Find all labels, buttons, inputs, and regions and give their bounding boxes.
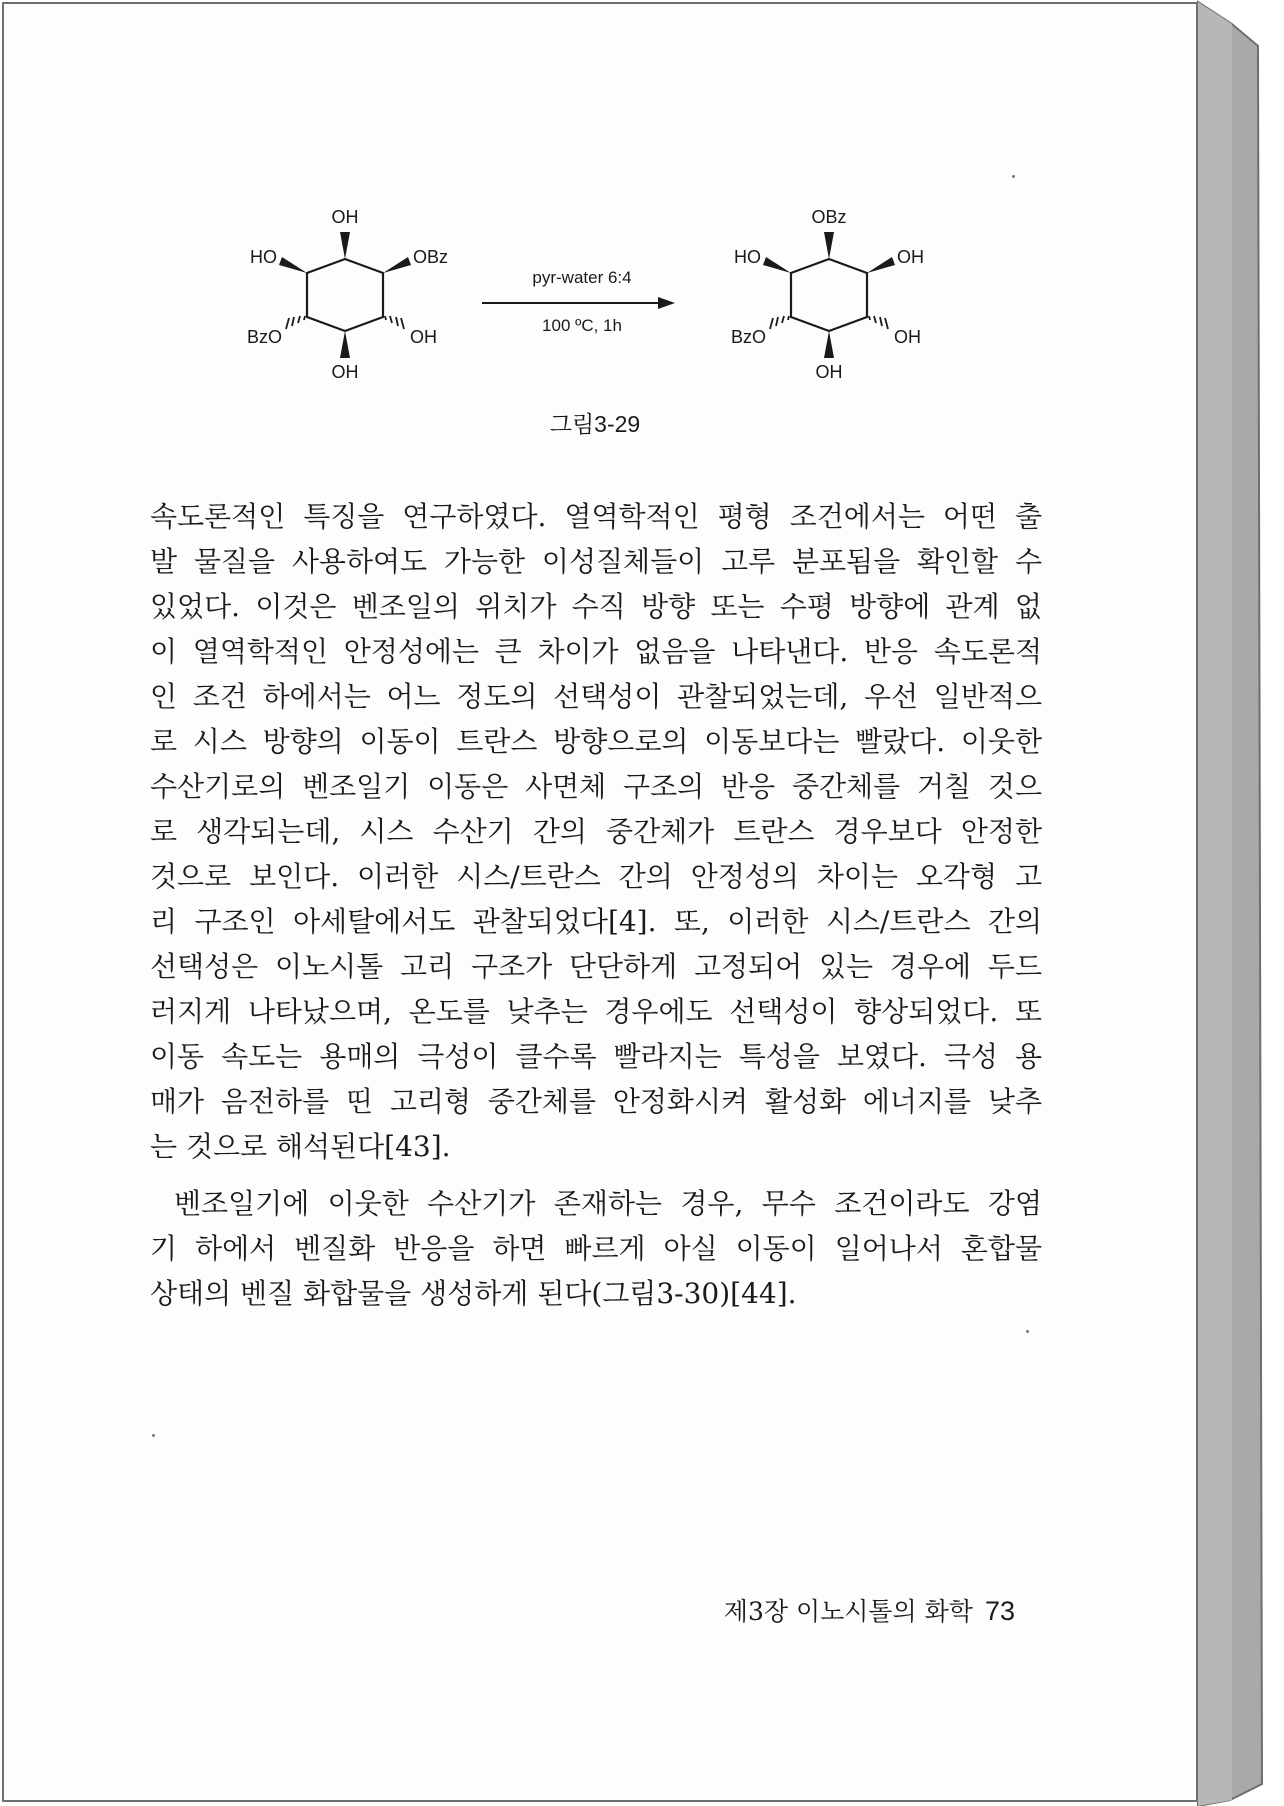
reactant-upper-left-label: HO: [250, 247, 277, 267]
text-line: 수산기로의 벤조일기 이동은 사면체 구조의 반응 중간체를 거칠 것으: [150, 770, 1042, 803]
reactant-lower-right-label: OH: [410, 327, 437, 347]
text-line: 벤조일기에 이웃한 수산기가 존재하는 경우, 무수 조건이라도 강염: [174, 1187, 1042, 1220]
page-number: 73: [984, 1596, 1015, 1626]
reaction-arrow: [482, 297, 675, 309]
figure-caption: 그림3-29: [549, 411, 641, 437]
text-line: 러지게 나타났으며, 온도를 낮추는 경우에도 선택성이 향상되었다. 또: [150, 995, 1042, 1028]
chapter-title: 제3장 이노시톨의 화학: [723, 1597, 973, 1626]
paragraph-2: [150, 1181, 1042, 1316]
text-line: 상태의 벤질 화합물을 생성하게 된다(그림3-30)[44].: [150, 1277, 797, 1310]
text-line: 이 열역학적인 안정성에는 큰 차이가 없음을 나타낸다. 반응 속도론적: [150, 635, 1042, 668]
reactant-upper-right-label: OBz: [413, 247, 449, 267]
text-line: 는 것으로 해석된다[43].: [150, 1130, 451, 1163]
product-upper-left-label: HO: [734, 247, 761, 267]
text-line: 리 구조인 아세탈에서도 관찰되었다[4]. 또, 이러한 시스/트란스 간의: [150, 905, 1042, 938]
page-footer: [700, 1592, 1015, 1628]
reactant-lower-left-label: BzO: [246, 327, 282, 347]
conditions-temperature-time: 100 ºC, 1h: [542, 316, 622, 335]
product-lower-left-label: BzO: [730, 327, 766, 347]
product-top-label: OBz: [811, 207, 847, 227]
text-line: 로 생각되는데, 시스 수산기 간의 중간체가 트란스 경우보다 안정한: [150, 815, 1042, 848]
reaction-scheme: [220, 195, 1020, 405]
conditions-solvent: pyr-water 6:4: [532, 268, 632, 287]
text-line: 매가 음전하를 띤 고리형 중간체를 안정화시켜 활성화 에너지를 낮추: [150, 1085, 1042, 1118]
text-line: 속도론적인 특징을 연구하였다. 열역학적인 평형 조건에서는 어떤 출: [150, 500, 1042, 533]
product-lower-right-label: OH: [894, 327, 921, 347]
product-bottom-label: OH: [815, 362, 843, 382]
text-line: 인 조건 하에서는 어느 정도의 선택성이 관찰되었는데, 우선 일반적으: [150, 680, 1042, 713]
text-line: 발 물질을 사용하여도 가능한 이성질체들이 고루 분포됨을 확인할 수: [150, 545, 1042, 578]
reactant-molecule: [247, 207, 448, 382]
scan-speck: [1026, 1330, 1029, 1333]
text-line: 것으로 보인다. 이러한 시스/트란스 간의 안정성의 차이는 오각형 고: [150, 860, 1042, 893]
scan-speck: [152, 1434, 155, 1437]
text-line: 이동 속도는 용매의 극성이 클수록 빨라지는 특성을 보였다. 극성 용: [150, 1040, 1042, 1073]
text-line: 로 시스 방향의 이동이 트란스 방향으로의 이동보다는 빨랐다. 이웃한: [150, 725, 1042, 758]
reactant-top-label: OH: [331, 207, 359, 227]
product-molecule: [731, 207, 924, 382]
paragraph-1: [150, 494, 1042, 1169]
reactant-bottom-label: OH: [331, 362, 359, 382]
text-line: 기 하에서 벤질화 반응을 하면 빠르게 아실 이동이 일어나서 혼합물: [150, 1232, 1042, 1265]
text-line: 선택성은 이노시톨 고리 구조가 단단하게 고정되어 있는 경우에 두드: [150, 950, 1042, 983]
text-line: 있었다. 이것은 벤조일의 위치가 수직 방향 또는 수평 방향에 관계 없: [150, 590, 1042, 623]
body-text: [150, 494, 1042, 1316]
scan-speck: [1012, 175, 1015, 178]
product-upper-right-label: OH: [897, 247, 924, 267]
